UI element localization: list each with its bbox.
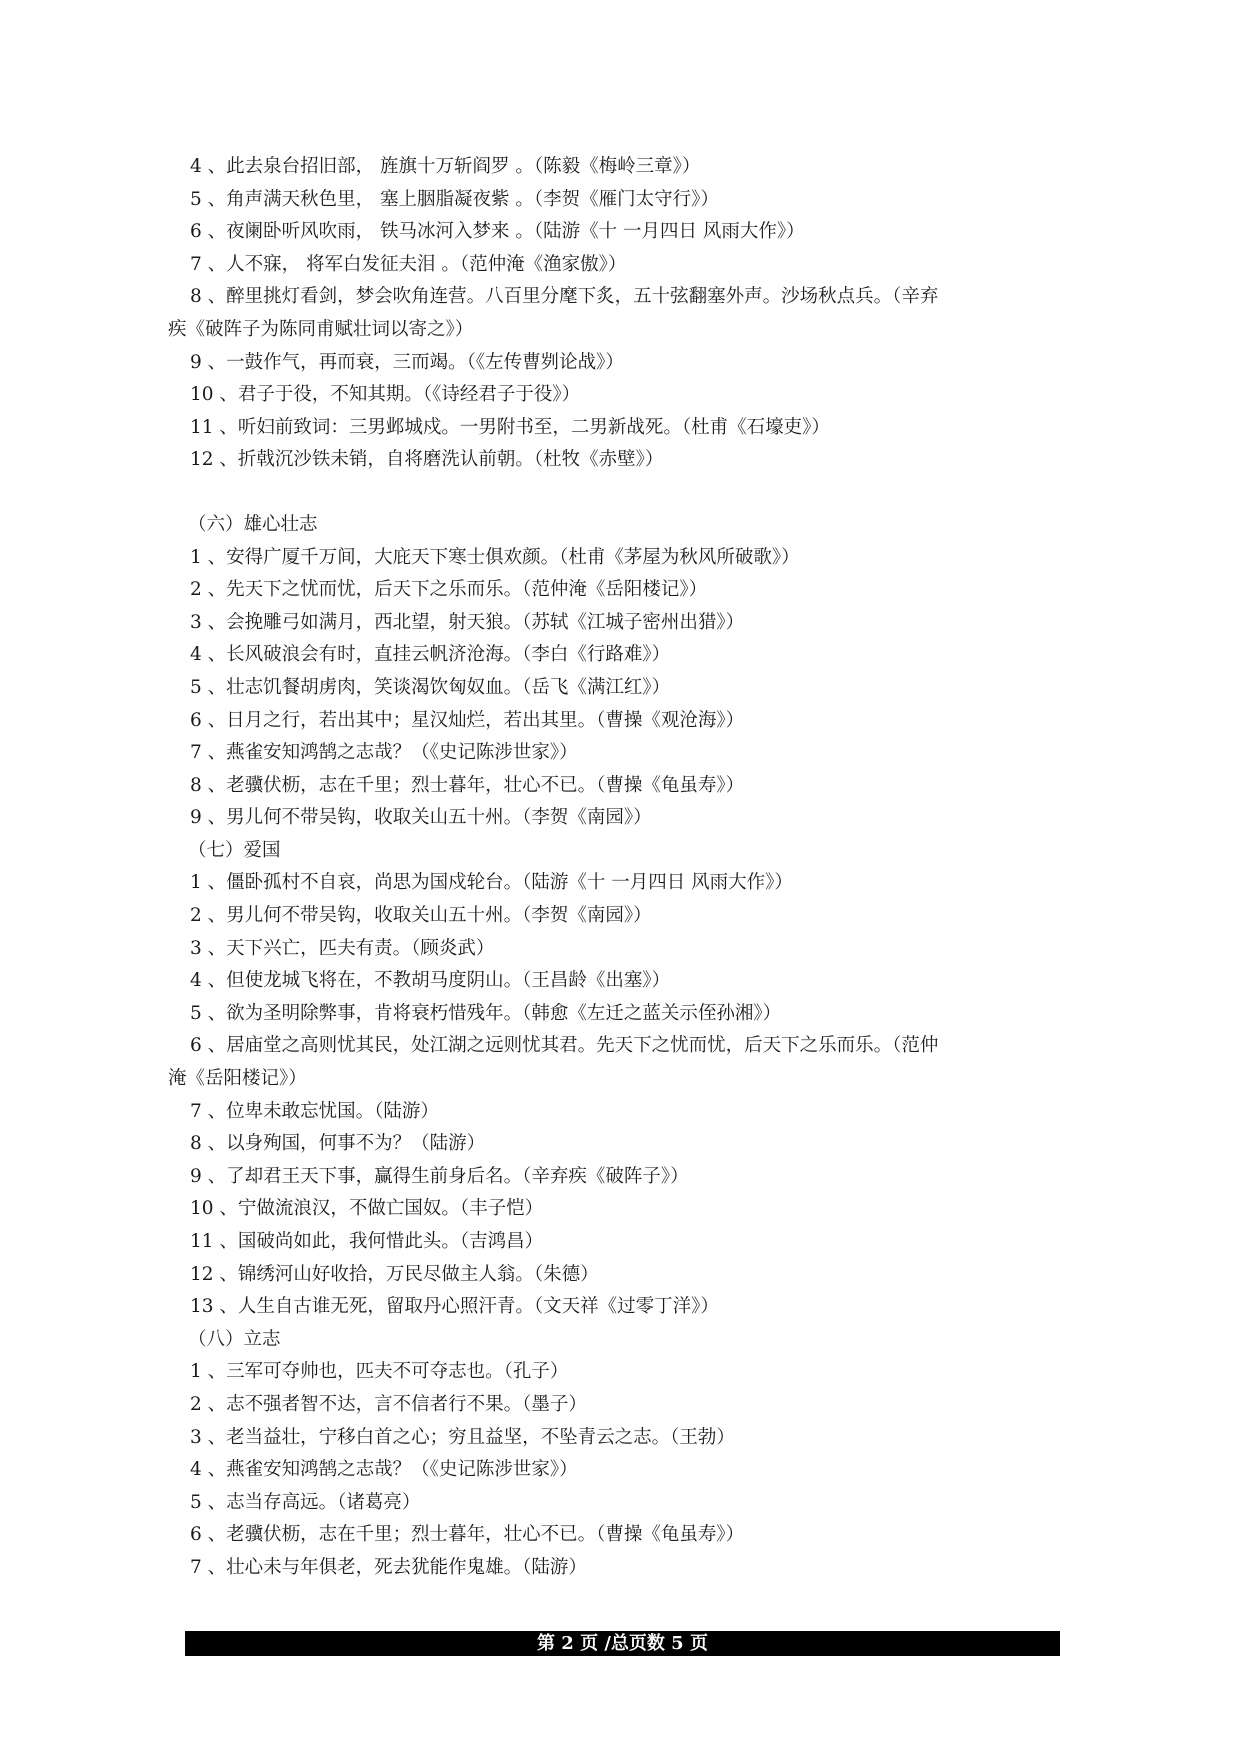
list-item: 7 、位卑未敢忘忧国。（陆游） [190, 1100, 439, 1122]
list-item: 4 、燕雀安知鸿鹄之志哉？（《史记陈涉世家》） [190, 1459, 578, 1481]
list-item: 6 、老骥伏枥，志在千里；烈士暮年，壮心不已。（曹操《龟虽寿》） [190, 1524, 745, 1546]
list-item: 10 、宁做流浪汉，不做亡国奴。（丰子恺） [190, 1198, 544, 1220]
list-item-line: 8 、醉里挑灯看剑，梦会吹角连营。八百里分麾下炙，五十弦翻塞外声。沙场秋点兵。（辛弃 [190, 286, 939, 308]
list-item: 9 、男儿何不带吴钩，收取关山五十州。（李贺《南园》） [190, 807, 652, 829]
list-item: 1 、僵卧孤村不自哀，尚思为国戍轮台。（陆游《十 一月四日 风雨大作》） [190, 872, 793, 894]
list-item: 7 、壮心未与年俱老，死去犹能作鬼雄。（陆游） [190, 1556, 587, 1578]
list-item: 12 、锦绣河山好收拾，万民尽做主人翁。（朱德） [190, 1263, 599, 1285]
list-item: 6 、夜阑卧听风吹雨， 铁马冰河入梦来 。（陆游《十 一月四日 风雨大作》） [190, 221, 805, 243]
list-item: 2 、男儿何不带吴钩，收取关山五十州。（李贺《南园》） [190, 905, 652, 927]
list-item: 4 、此去泉台招旧部， 旌旗十万斩阎罗 。（陈毅《梅岭三章》） [190, 156, 701, 177]
list-item: 1 、安得广厦千万间，大庇天下寒士俱欢颜。（杜甫《茅屋为秋风所破歌》） [190, 546, 800, 568]
list-item-line: 淹《岳阳楼记》） [168, 1068, 307, 1090]
list-item: 3 、天下兴亡，匹夫有责。（顾炎武） [190, 937, 495, 959]
list-item: 8 、以身殉国，何事不为？（陆游） [190, 1133, 486, 1155]
list-item: 7 、人不寐， 将军白发征夫泪 。（范仲淹《渔家傲》） [190, 253, 627, 275]
list-item: 10 、君子于役，不知其期。（《诗经君子于役》） [190, 384, 581, 406]
document-body [168, 151, 1070, 1585]
list-item: 5 、欲为圣明除弊事，肯将衰朽惜残年。（韩愈《左迁之蓝关示侄孙湘》） [190, 1002, 782, 1024]
section-heading: （六）雄心壮志 [188, 513, 318, 535]
list-item: 5 、志当存高远。（诸葛亮） [190, 1491, 421, 1513]
list-item: 6 、日月之行，若出其中；星汉灿烂，若出其里。（曹操《观沧海》） [190, 709, 745, 731]
page-footer [185, 1631, 1060, 1656]
list-item: 11 、听妇前致词：三男邺城戍。一男附书至，二男新战死。（杜甫《石壕吏》） [190, 416, 830, 438]
list-item-wrapped [168, 1030, 1070, 1095]
list-item-line: 6 、居庙堂之高则忧其民，处江湖之远则忧其君。先天下之忧而忧，后天下之乐而乐。（范仲 [190, 1035, 939, 1057]
list-item: 1 、三军可夺帅也，匹夫不可夺志也。（孔子） [190, 1361, 569, 1383]
list-item: 12 、折戟沉沙铁未销，自将磨洗认前朝。（杜牧《赤壁》） [190, 449, 664, 471]
list-item: 7 、燕雀安知鸿鹄之志哉？（《史记陈涉世家》） [190, 742, 578, 764]
list-item: 2 、志不强者智不达，言不信者行不果。（墨子） [190, 1393, 587, 1415]
spacer [190, 477, 1070, 509]
list-item: 11 、国破尚如此，我何惜此头。（吉鸿昌） [190, 1231, 544, 1252]
list-item: 5 、壮志饥餐胡虏肉，笑谈渴饮匈奴血。（岳飞《满江红》） [190, 676, 671, 698]
list-item-line: 疾《破阵子为陈同甫赋壮词以寄之》） [168, 318, 474, 340]
list-item: 13 、人生自古谁无死，留取丹心照汗青。（文天祥《过零丁洋》） [190, 1296, 719, 1318]
list-item: 2 、先天下之忧而忧，后天下之乐而乐。（范仲淹《岳阳楼记》） [190, 579, 708, 601]
section-heading: （八）立志 [188, 1328, 281, 1350]
section-heading: （七）爱国 [188, 839, 281, 861]
list-item: 4 、但使龙城飞将在，不教胡马度阴山。（王昌龄《出塞》） [190, 970, 671, 992]
list-item: 9 、了却君王天下事，赢得生前身后名。（辛弃疾《破阵子》） [190, 1165, 689, 1187]
list-item: 8 、老骥伏枥，志在千里；烈士暮年，壮心不已。（曹操《龟虽寿》） [190, 774, 745, 796]
list-item-wrapped [168, 281, 1070, 346]
page-number-label: 第 2 页 /总页数 5 页 [537, 1633, 708, 1654]
list-item: 3 、会挽雕弓如满月，西北望，射天狼。（苏轼《江城子密州出猎》） [190, 611, 745, 633]
list-item: 3 、老当益壮，宁移白首之心；穷且益坚，不坠青云之志。（王勃） [190, 1426, 735, 1448]
list-item: 5 、角声满天秋色里， 塞上胭脂凝夜紫 。（李贺《雁门太守行》） [190, 188, 719, 210]
list-item: 4 、长风破浪会有时，直挂云帆济沧海。（李白《行路难》） [190, 644, 671, 666]
list-item: 9 、一鼓作气，再而衰，三而竭。（《左传曹刿论战》） [190, 351, 624, 373]
